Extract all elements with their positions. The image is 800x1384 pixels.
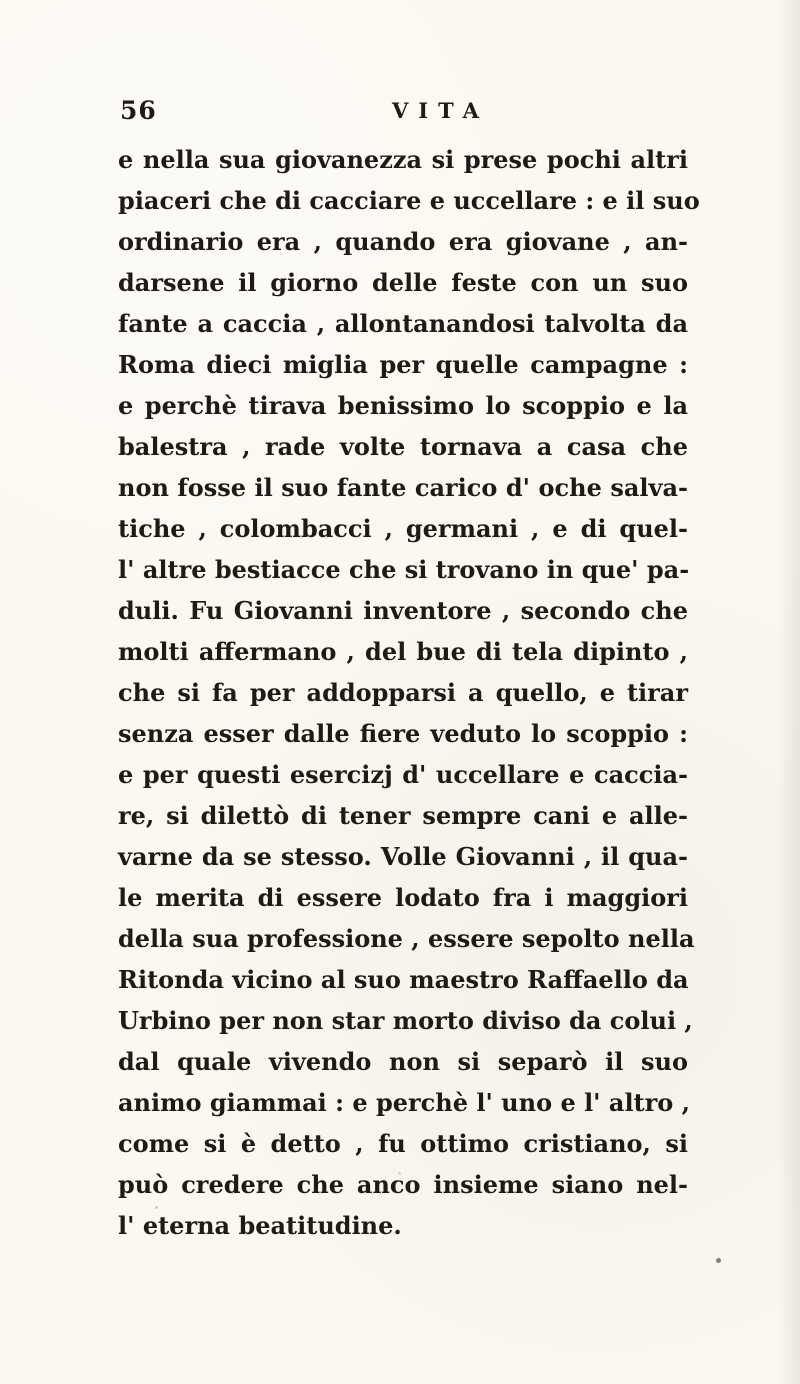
text-line: piaceri che di cacciare e uccellare : e il suo xyxy=(118,186,700,215)
text-line: senza esser dalle fiere veduto lo scoppio : xyxy=(118,719,688,748)
text-line: come si è detto , fu ottimo cristiano, si xyxy=(118,1129,688,1158)
ink-speck xyxy=(398,1172,401,1175)
text-line: varne da se stesso. Volle Giovanni , il qua- xyxy=(118,842,688,871)
text-line: e per questi esercizj d' uccellare e caccia- xyxy=(118,760,688,789)
text-line: re, si dilettò di tener sempre cani e alle- xyxy=(118,801,688,830)
text-line: l' eterna beatitudine. xyxy=(118,1211,402,1240)
text-line: le merita di essere lodato fra i maggiori xyxy=(118,883,688,912)
text-line: e nella sua giovanezza si prese pochi altri xyxy=(118,145,688,174)
page-edge-shadow xyxy=(778,0,800,1384)
text-line: non fosse il suo fante carico d' oche salva- xyxy=(118,473,688,502)
text-line: può credere che anco insieme siano nel- xyxy=(118,1170,688,1199)
page-header xyxy=(120,96,680,130)
text-line: Roma dieci miglia per quelle campagne : xyxy=(118,350,688,379)
text-line: che si fa per addopparsi a quello, e tirar xyxy=(118,678,688,707)
text-line: balestra , rade volte tornava a casa che xyxy=(118,432,688,461)
text-line: Ritonda vicino al suo maestro Raffaello da xyxy=(118,965,689,994)
text-line: molti affermano , del bue di tela dipinto , xyxy=(118,637,688,666)
text-line: e perchè tirava benissimo lo scoppio e la xyxy=(118,391,688,420)
text-line: fante a caccia , allontanandosi talvolta da xyxy=(118,309,688,338)
text-line: della sua professione , essere sepolto nella xyxy=(118,924,695,953)
page-number: 56 xyxy=(120,96,157,125)
text-line: tiche , colombacci , germani , e di quel- xyxy=(118,514,688,543)
text-line: duli. Fu Giovanni inventore , secondo che xyxy=(118,596,688,625)
text-line: l' altre bestiacce che si trovano in que' pa- xyxy=(118,555,690,584)
text-line: dal quale vivendo non si separò il suo xyxy=(118,1047,688,1076)
ink-speck xyxy=(155,1206,158,1209)
ink-speck xyxy=(716,1258,721,1263)
text-line: animo giammai : e perchè l' uno e l' altro , xyxy=(118,1088,691,1117)
text-line: ordinario era , quando era giovane , an- xyxy=(118,227,688,256)
text-line: Urbino per non star morto diviso da colui , xyxy=(118,1006,693,1035)
running-head: VITA xyxy=(392,98,489,123)
body-text xyxy=(118,139,700,1246)
text-line: darsene il giorno delle feste con un suo xyxy=(118,268,688,297)
